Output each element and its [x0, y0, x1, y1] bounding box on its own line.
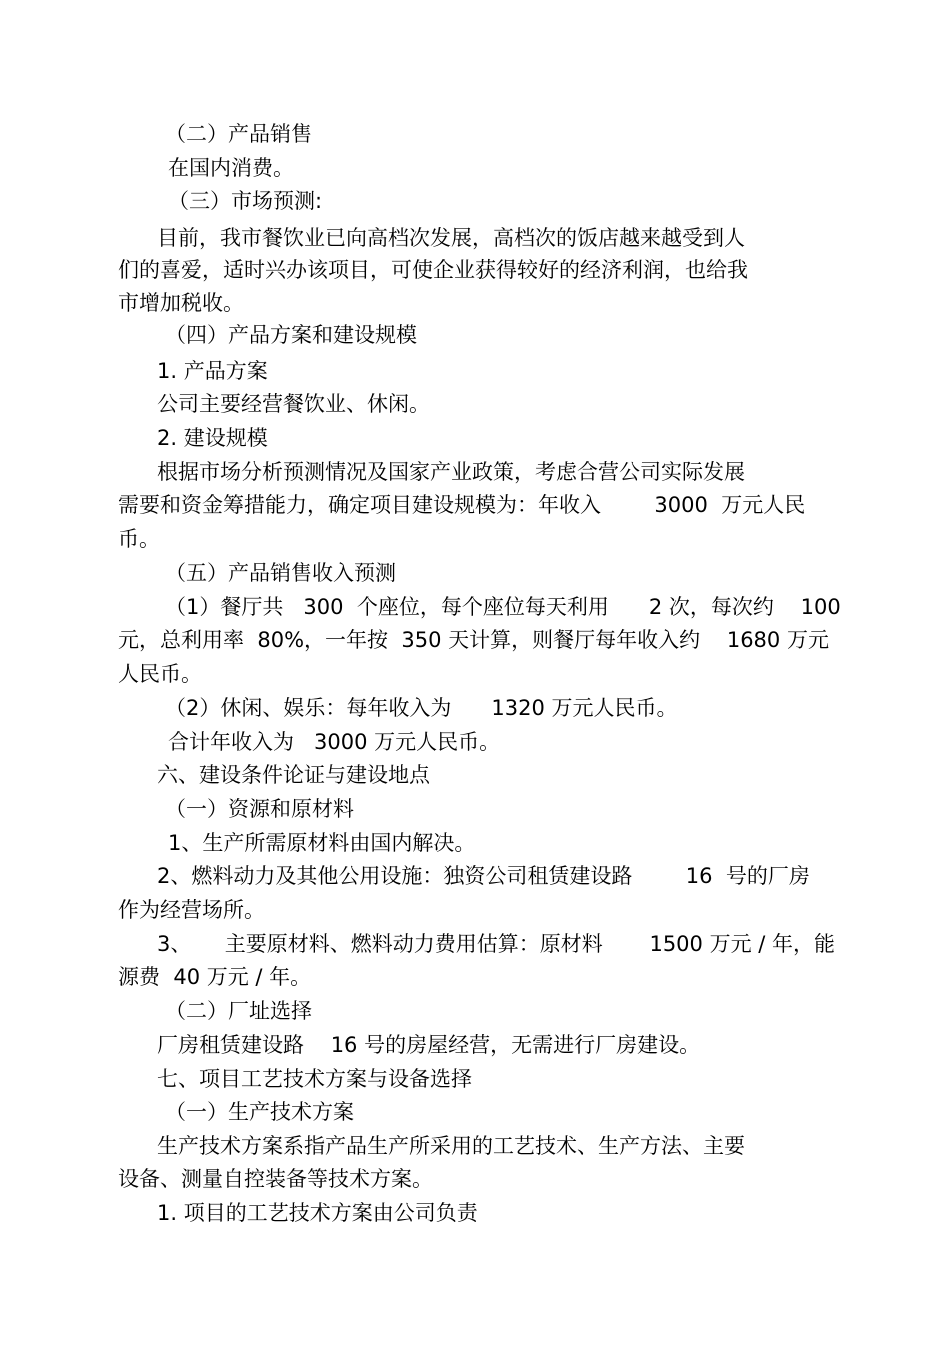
heading-market-forecast: （三）市场预测:	[168, 189, 323, 213]
paragraph-line: 在国内消费。	[168, 156, 294, 180]
subheading-product-plan: 1. 产品方案	[157, 359, 268, 383]
paragraph-line: 目前，我市餐饮业已向高档次发展，高档次的饭店越来越受到人	[157, 226, 745, 250]
heading-sales-revenue-forecast: （五）产品销售收入预测	[165, 561, 396, 585]
paragraph-line: 2、燃料动力及其他公用设施：独资公司租赁建设路 16 号的厂房	[157, 864, 810, 888]
paragraph-line: 根据市场分析预测情况及国家产业政策，考虑合营公司实际发展	[157, 460, 745, 484]
paragraph-line: （1）餐厅共 300 个座位，每个座位每天利用 2 次，每次约 100	[165, 595, 841, 619]
heading-resources-materials: （一）资源和原材料	[165, 797, 354, 821]
heading-construction-conditions: 六、建设条件论证与建设地点	[157, 763, 430, 787]
heading-site-selection: （二）厂址选择	[165, 999, 312, 1023]
paragraph-line: （2）休闲、娱乐：每年收入为 1320 万元人民币。	[165, 696, 678, 720]
heading-product-sales: （二）产品销售	[165, 122, 312, 146]
paragraph-line: 作为经营场所。	[118, 898, 265, 922]
paragraph-line: 币。	[118, 527, 160, 551]
paragraph-line: 3、 主要原材料、燃料动力费用估算：原材料 1500 万元 / 年，能	[157, 932, 836, 956]
paragraph-line: 公司主要经营餐饮业、休闲。	[157, 392, 430, 416]
paragraph-line: 合计年收入为 3000 万元人民币。	[168, 730, 501, 754]
paragraph-line: 1. 项目的工艺技术方案由公司负责	[157, 1201, 478, 1225]
paragraph-line: 元，总利用率 80%，一年按 350 天计算，则餐厅每年收入约 1680 万元	[118, 628, 829, 652]
paragraph-line: 人民币。	[118, 662, 202, 686]
paragraph-line: 市增加税收。	[118, 291, 244, 315]
paragraph-line: 源费 40 万元 / 年。	[118, 965, 312, 989]
paragraph-line: 需要和资金筹措能力，确定项目建设规模为：年收入 3000 万元人民	[118, 493, 806, 517]
paragraph-line: 1、生产所需原材料由国内解决。	[168, 831, 476, 855]
heading-production-technology: （一）生产技术方案	[165, 1100, 354, 1124]
heading-product-plan: （四）产品方案和建设规模	[165, 323, 417, 347]
paragraph-line: 们的喜爱，适时兴办该项目，可使企业获得较好的经济利润，也给我	[118, 258, 748, 282]
heading-process-technology: 七、项目工艺技术方案与设备选择	[157, 1067, 472, 1091]
paragraph-line: 生产技术方案系指产品生产所采用的工艺技术、生产方法、主要	[157, 1134, 745, 1158]
paragraph-line: 厂房租赁建设路 16 号的房屋经营，无需进行厂房建设。	[157, 1033, 701, 1057]
paragraph-line: 设备、测量自控装备等技术方案。	[118, 1167, 433, 1191]
subheading-construction-scale: 2. 建设规模	[157, 426, 268, 450]
